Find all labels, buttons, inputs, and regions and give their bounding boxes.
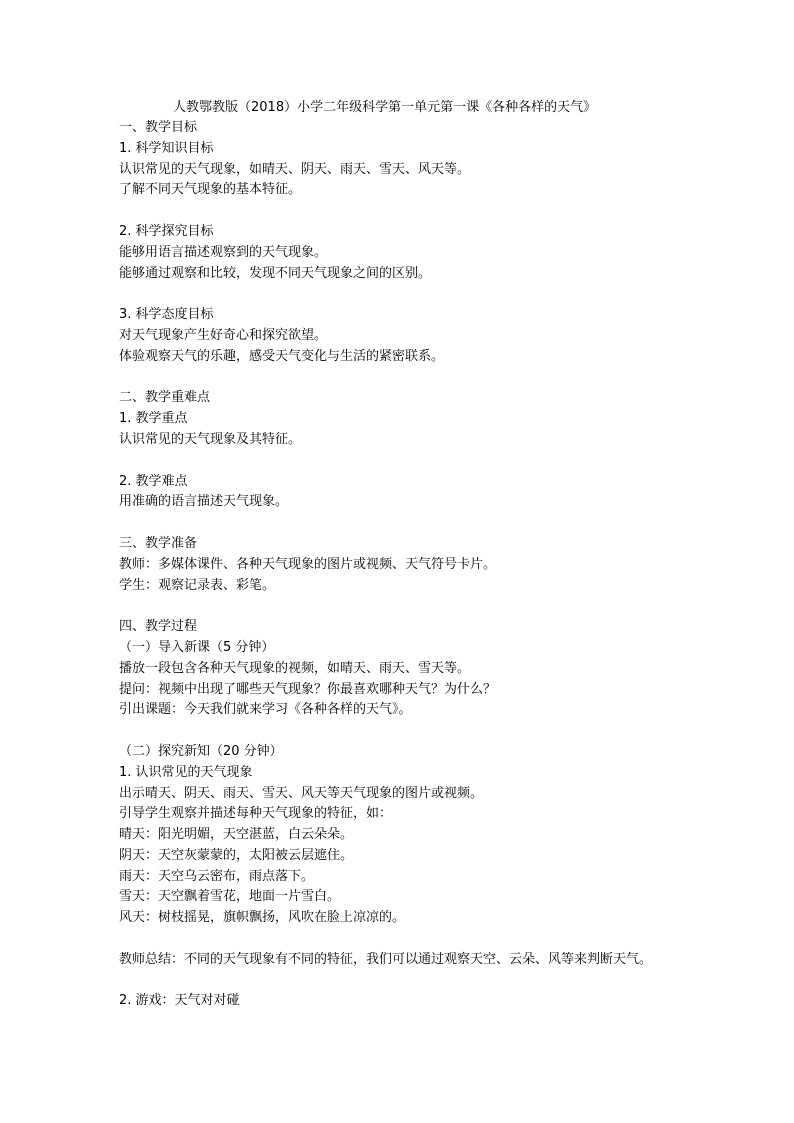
text-line: 了解不同天气现象的基本特征。 xyxy=(119,182,302,198)
text-line: 四、教学过程 xyxy=(119,619,198,635)
text-line: 阴天：天空灰蒙蒙的，太阳被云层遮住。 xyxy=(119,847,354,863)
text-line: 2. 游戏：天气对对碰 xyxy=(119,993,240,1009)
text-line: 体验观察天气的乐趣，感受天气变化与生活的紧密联系。 xyxy=(119,348,445,364)
blank-line xyxy=(119,451,719,472)
document-title: 人教鄂教版（2018）小学二年级科学第一单元第一课《各种各样的天气》 xyxy=(173,100,597,115)
text-line: 播放一段包含各种天气现象的视频，如晴天、雨天、雪天等。 xyxy=(119,660,471,676)
text-line: 晴天：阳光明媚，天空湛蓝，白云朵朵。 xyxy=(119,827,354,843)
text-line: 对天气现象产生好奇心和探究欲望。 xyxy=(119,327,328,343)
text-line: （二）探究新知（20 分钟） xyxy=(119,743,283,759)
text-line: 教师：多媒体课件、各种天气现象的图片或视频、天气符号卡片。 xyxy=(119,556,497,572)
text-line: 3. 科学态度目标 xyxy=(119,307,214,323)
text-line: 能够通过观察和比较，发现不同天气现象之间的区别。 xyxy=(119,265,432,281)
text-line: 雨天：天空乌云密布，雨点落下。 xyxy=(119,868,315,884)
text-line: 出示晴天、阴天、雨天、雪天、风天等天气现象的图片或视频。 xyxy=(119,785,484,801)
text-line: 二、教学重难点 xyxy=(119,390,211,406)
blank-line xyxy=(119,513,719,534)
text-line: 引出课题：今天我们就来学习《各种各样的天气》。 xyxy=(119,702,412,718)
text-line: 能够用语言描述观察到的天气现象。 xyxy=(119,244,328,260)
text-line: 一、教学目标 xyxy=(119,120,198,135)
text-line: 引导学生观察并描述每种天气现象的特征，如： xyxy=(119,806,393,822)
text-line: 提问：视频中出现了哪些天气现象？你最喜欢哪种天气？为什么？ xyxy=(119,681,497,697)
document-body xyxy=(119,118,719,1012)
text-line: 1. 科学知识目标 xyxy=(119,140,214,156)
text-line: 用准确的语言描述天气现象。 xyxy=(119,494,289,510)
text-line: 三、教学准备 xyxy=(119,535,198,551)
blank-line xyxy=(119,368,719,389)
blank-line xyxy=(119,596,719,617)
text-line: 雪天：天空飘着雪花，地面一片雪白。 xyxy=(119,889,341,905)
text-line: 教师总结：不同的天气现象有不同的特征，我们可以通过观察天空、云朵、风等来判断天气。 xyxy=(119,951,653,967)
text-line: 2. 科学探究目标 xyxy=(119,223,214,239)
text-line: 认识常见的天气现象，如晴天、阴天、雨天、雪天、风天等。 xyxy=(119,161,471,177)
blank-line xyxy=(119,284,719,305)
text-line: 2. 教学难点 xyxy=(119,473,188,489)
text-line: 风天：树枝摇晃，旗帜飘扬，风吹在脸上凉凉的。 xyxy=(119,910,406,926)
blank-line xyxy=(119,721,719,742)
text-line: 学生：观察记录表、彩笔。 xyxy=(119,577,276,593)
text-line: 1. 认识常见的天气现象 xyxy=(119,764,253,780)
blank-line xyxy=(119,929,719,950)
text-line: 认识常见的天气现象及其特征。 xyxy=(119,431,302,447)
text-line: 1. 教学重点 xyxy=(119,411,188,427)
text-line: （一）导入新课（5 分钟） xyxy=(119,639,275,655)
blank-line xyxy=(119,971,719,992)
blank-line xyxy=(119,201,719,222)
